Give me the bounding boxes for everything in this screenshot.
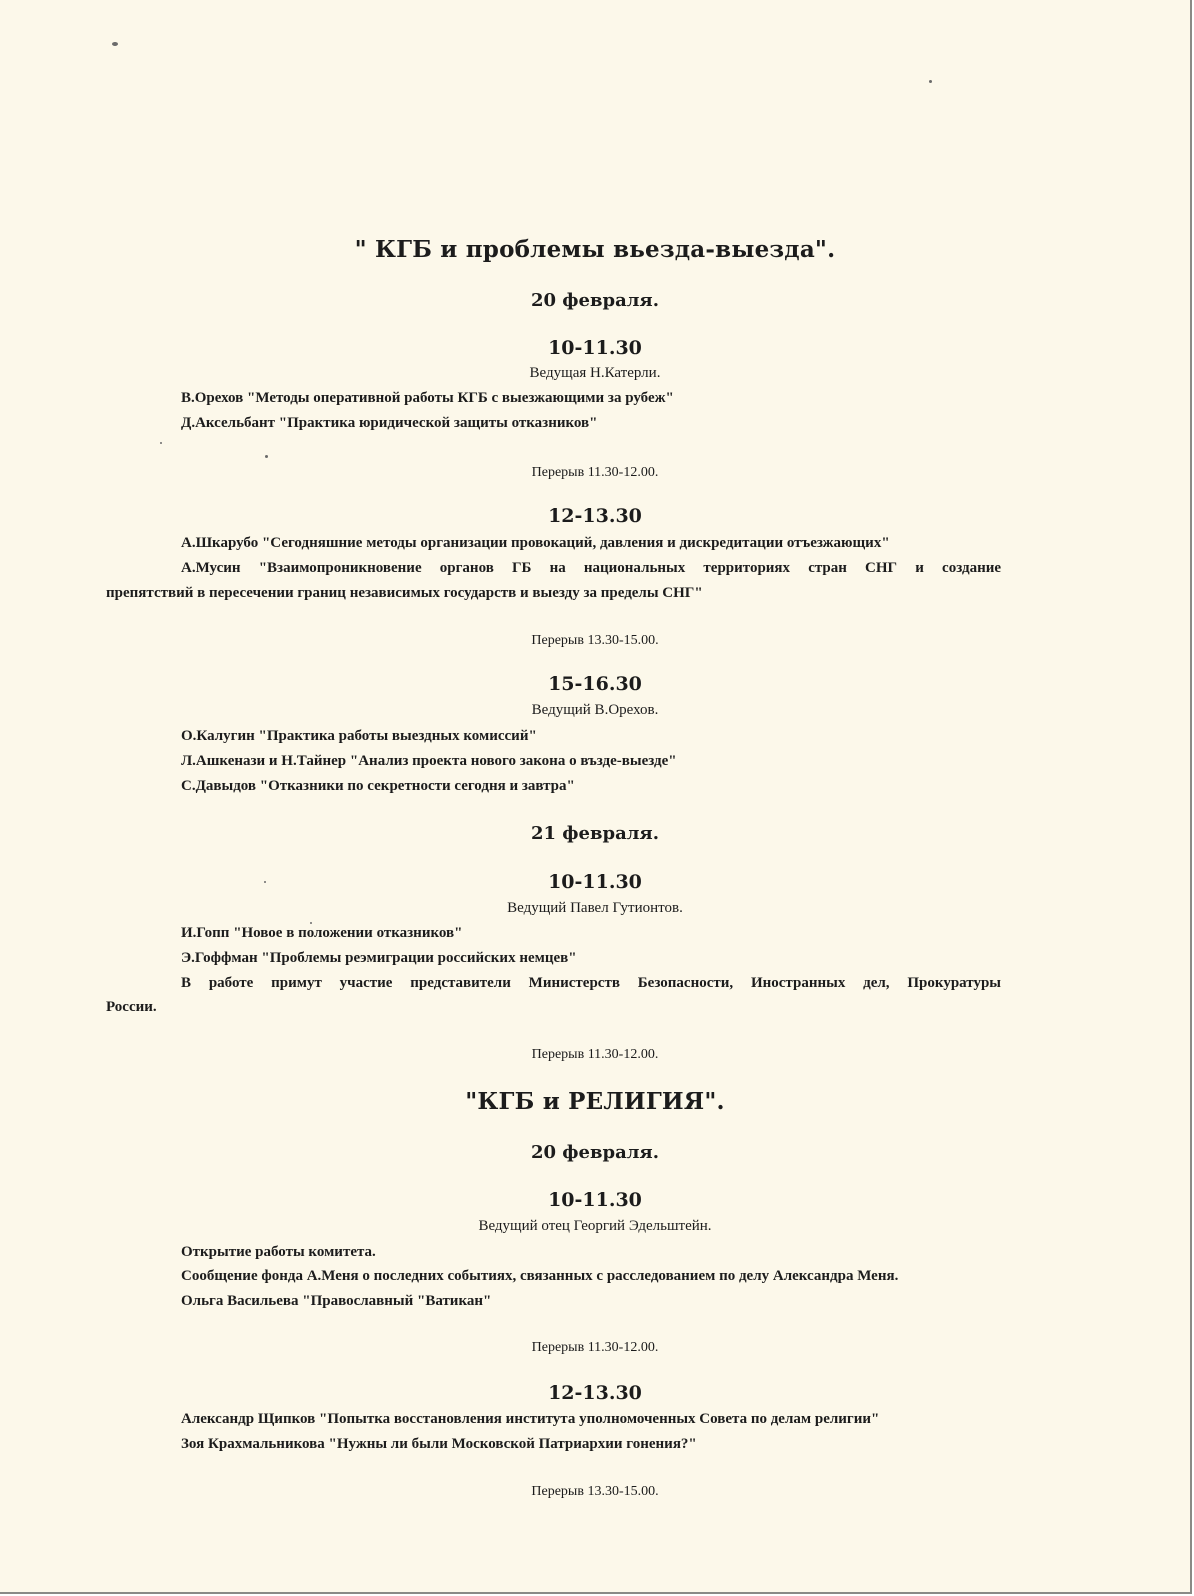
talk-speaker: Александр Щипков [181, 1411, 316, 1427]
day-heading: 20 февраля. [530, 290, 659, 311]
talk-title: "Методы оперативной работы КГБ с выезжающими за рубеж" [247, 390, 674, 406]
break-note: Перерыв 13.30-15.00. [531, 1484, 659, 1499]
talk-speaker: В.Орехов [181, 390, 244, 406]
agenda-item-text: Сообщение фонда А.Меня о последних событиях, связанных с расследованием по делу Александра Меня. [181, 1268, 899, 1284]
scan-speck [264, 881, 266, 883]
talk-title: "Анализ проекта нового закона о възде-выезде" [349, 753, 677, 769]
talk-title: "Нужны ли были Московской Патриархии гонения?" [328, 1436, 697, 1452]
talk-item [181, 778, 575, 795]
participation-note [181, 975, 1001, 992]
agenda-item [181, 1244, 376, 1261]
session-time: 10-11.30 [548, 337, 642, 359]
session-moderator: Ведущая Н.Катерли. [529, 365, 661, 381]
scan-speck [310, 922, 312, 924]
section-title: "КГБ и РЕЛИГИЯ". [465, 1088, 725, 1115]
talk-speaker: А.Мусин [181, 560, 241, 576]
scan-speck [112, 42, 118, 46]
session-time: 15-16.30 [548, 673, 642, 695]
talk-title: "Попытка восстановления института уполномоченных Совета по делам религии" [319, 1411, 880, 1427]
talk-title: "Сегодняшние методы организации провокаций, давления и дискредитации отъезжающих" [261, 535, 890, 551]
day-heading: 20 февраля. [530, 1142, 659, 1163]
talk-continuation: препятствий в пересечении границ независимых государств и выезду за пределы СНГ" [106, 585, 703, 601]
break-note: Перерыв 11.30-12.00. [531, 1047, 659, 1062]
break-note: Перерыв 11.30-12.00. [531, 1340, 659, 1355]
session-moderator: Ведущий отец Георгий Эдельштейн. [478, 1218, 712, 1234]
scan-speck [160, 442, 162, 444]
talk-speaker: Д.Аксельбант [181, 415, 276, 431]
session-moderator: Ведущий В.Орехов. [531, 702, 659, 718]
talk-item [181, 925, 462, 942]
talk-speaker: Л.Ашкенази и Н.Тайнер [181, 753, 347, 769]
talk-title: "Проблемы реэмиграции российских немцев" [261, 950, 577, 966]
scan-speck [265, 455, 268, 458]
talk-item [181, 1411, 879, 1428]
agenda-item-text: Открытие работы комитета. [181, 1244, 376, 1260]
break-note: Перерыв 13.30-15.00. [531, 633, 659, 648]
participation-note-continuation: России. [106, 999, 157, 1015]
talk-title: "Практика юридической защиты отказников" [278, 415, 598, 431]
talk-item [181, 753, 677, 770]
talk-speaker: С.Давыдов [181, 778, 257, 794]
agenda-item [181, 1293, 491, 1310]
talk-speaker: О.Калугин [181, 728, 255, 744]
talk-title: "Взаимопроникновение органов ГБ на национальных территориях стран СНГ и создание [258, 560, 1002, 576]
talk-speaker: Зоя Крахмальникова [181, 1436, 325, 1452]
session-time: 12-13.30 [548, 505, 642, 527]
talk-title: "Отказники по секретности сегодня и завтра" [259, 778, 575, 794]
talk-item [181, 1436, 697, 1453]
talk-item [181, 390, 674, 407]
break-note: Перерыв 11.30-12.00. [531, 465, 659, 480]
session-time: 10-11.30 [548, 1189, 642, 1211]
participation-note-text: В работе примут участие представители Министерств Безопасности, Иностранных дел, Прокуратуры [181, 975, 1001, 991]
talk-item [181, 415, 597, 432]
talk-item [181, 535, 890, 552]
agenda-item [181, 1268, 898, 1285]
talk-item [181, 728, 537, 745]
talk-speaker: А.Шкарубо [181, 535, 259, 551]
session-time: 10-11.30 [548, 871, 642, 893]
day-heading: 21 февраля. [530, 823, 659, 844]
talk-title: "Новое в положении отказников" [233, 925, 463, 941]
talk-speaker: Э.Гоффман [181, 950, 258, 966]
talk-speaker: И.Гопп [181, 925, 230, 941]
talk-title: "Практика работы выездных комиссий" [258, 728, 537, 744]
session-time: 12-13.30 [548, 1382, 642, 1404]
talk-item [181, 560, 1001, 577]
section-title: " КГБ и проблемы вьезда-выезда". [354, 236, 836, 263]
agenda-item-text: Ольга Васильева "Православный "Ватикан" [181, 1293, 492, 1309]
session-moderator: Ведущий Павел Гутионтов. [507, 900, 683, 916]
talk-item [181, 950, 577, 967]
scan-speck [929, 80, 932, 83]
